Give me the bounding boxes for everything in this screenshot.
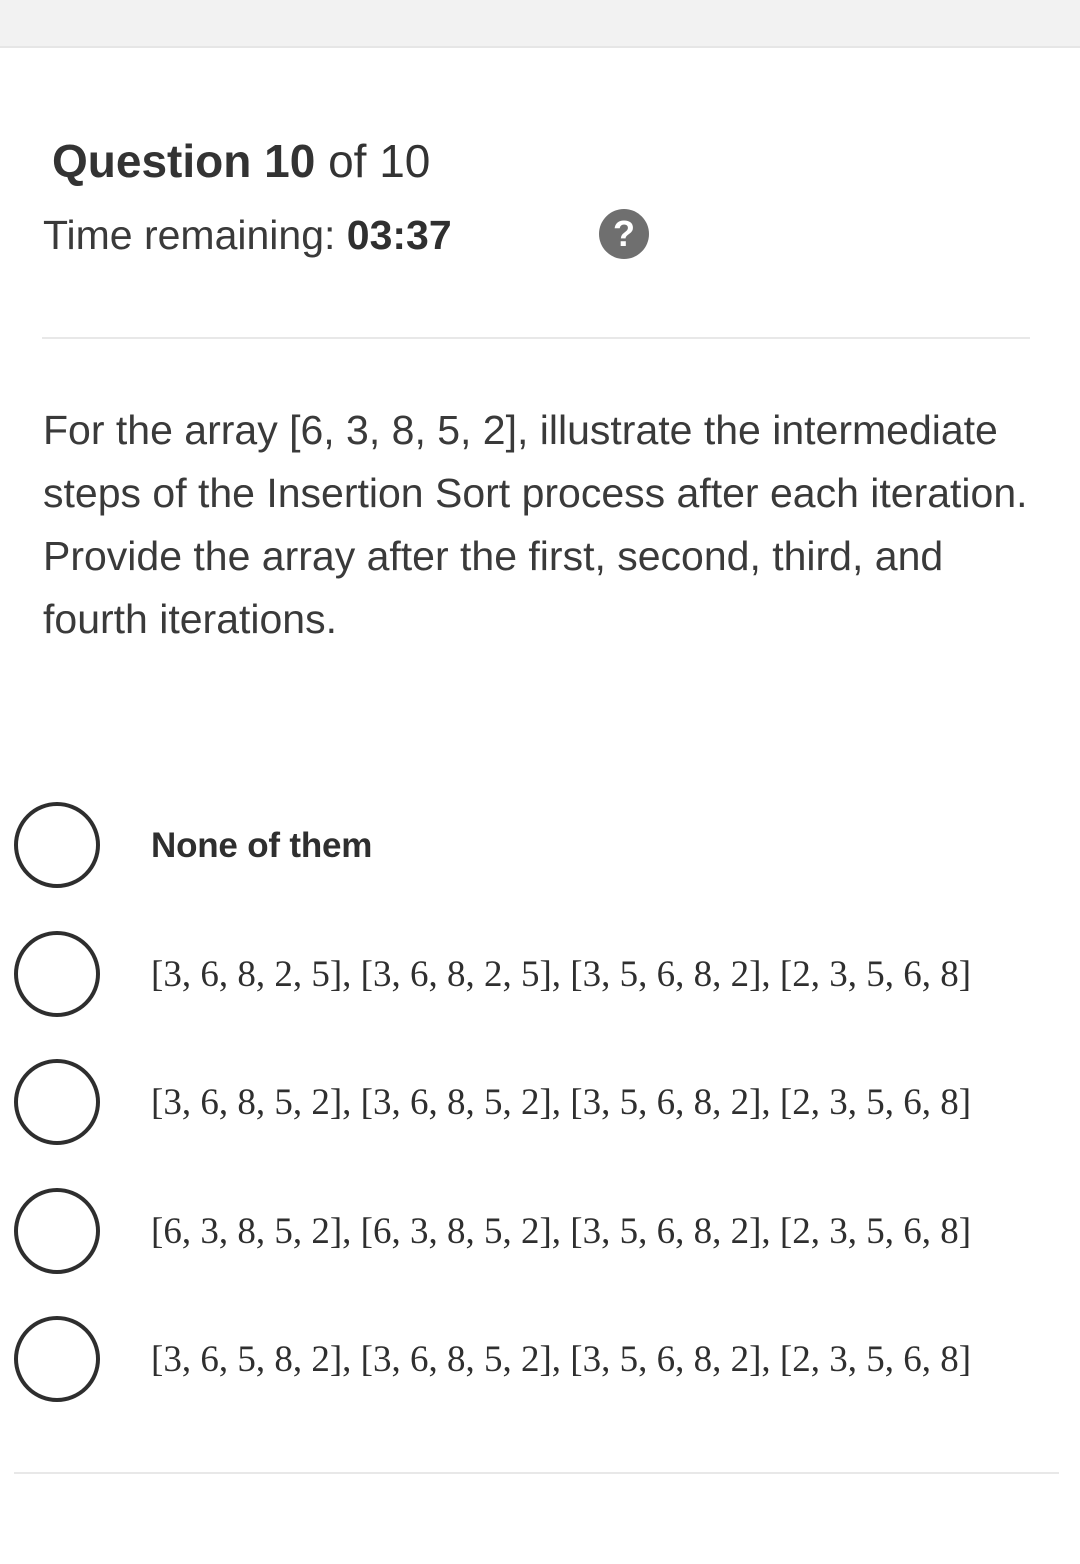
answer-option-2[interactable]: [14, 931, 1054, 1023]
timer-value: 03:37: [346, 212, 452, 258]
option-label: [6, 3, 8, 5, 2], [6, 3, 8, 5, 2], [3, 5, 6, 8, 2], [2, 3, 5, 6, 8]: [151, 1211, 972, 1252]
option-label: [3, 6, 8, 2, 5], [3, 6, 8, 2, 5], [3, 5, 6, 8, 2], [2, 3, 5, 6, 8]: [151, 954, 972, 995]
radio-button[interactable]: [14, 1188, 100, 1274]
answer-option-4[interactable]: [14, 1188, 1054, 1280]
question-total: of 10: [315, 135, 431, 187]
question-mark-icon[interactable]: ?: [599, 209, 649, 259]
answer-option-3[interactable]: [14, 1059, 1054, 1151]
header-divider: [42, 337, 1030, 339]
radio-button[interactable]: [14, 802, 100, 888]
radio-button[interactable]: [14, 931, 100, 1017]
timer-label: Time remaining:: [43, 212, 347, 258]
option-label: [3, 6, 8, 5, 2], [3, 6, 8, 5, 2], [3, 5, 6, 8, 2], [2, 3, 5, 6, 8]: [151, 1082, 972, 1123]
footer-divider: [14, 1472, 1059, 1474]
timer: [43, 210, 452, 260]
option-label: [3, 6, 5, 8, 2], [3, 6, 8, 5, 2], [3, 5, 6, 8, 2], [2, 3, 5, 6, 8]: [151, 1339, 972, 1380]
option-label: None of them: [151, 826, 373, 865]
question-text: For the array [6, 3, 8, 5, 2], illustrate the intermediate steps of the Insertion Sort process after each iteration. Provide the array after the first, second, third, and fourth iterations.: [43, 407, 1028, 642]
answer-option-5[interactable]: [14, 1316, 1054, 1408]
question-number: Question 10: [52, 135, 316, 187]
answer-option-1[interactable]: [14, 802, 1054, 894]
radio-button[interactable]: [14, 1059, 100, 1145]
top-bar: [0, 0, 1080, 48]
radio-button[interactable]: [14, 1316, 100, 1402]
question-counter: [52, 134, 430, 188]
